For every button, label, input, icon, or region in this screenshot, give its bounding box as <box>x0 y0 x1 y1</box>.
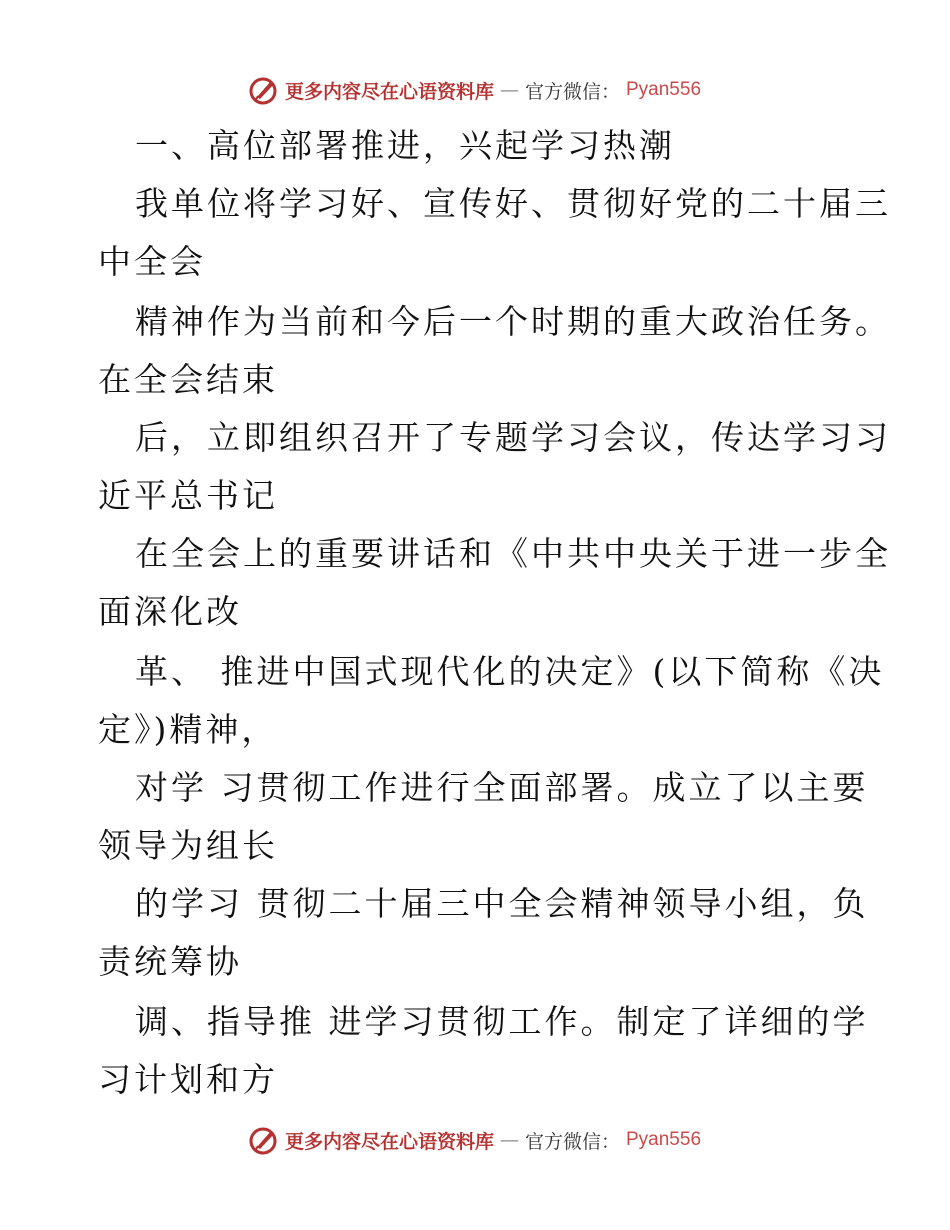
banner-separator: — <box>499 1129 519 1151</box>
footer-banner <box>0 1120 950 1160</box>
quill-logo-icon <box>249 75 279 105</box>
banner-wechat-id: Pyan556 <box>626 1129 702 1150</box>
header-banner <box>0 70 950 110</box>
banner-separator: — <box>499 79 519 101</box>
paragraph-line: 责统筹协 <box>98 942 242 981</box>
banner-contact-label: 官方微信： <box>524 80 620 103</box>
banner-brand-text: 更多内容尽在心语资料库 <box>284 80 494 103</box>
paragraph-line: 对学 习贯彻工作进行全面部署。成立了以主要 <box>135 768 869 807</box>
paragraph-line: 在全会结束 <box>98 360 278 399</box>
paragraph-line: 的学习 贯彻二十届三中全会精神领导小组，负 <box>135 884 869 923</box>
paragraph-line: 面深化改 <box>98 592 242 631</box>
paragraph-line: 习计划和方 <box>98 1060 278 1099</box>
paragraph-line: 后，立即组织召开了专题学习会议，传达学习习 <box>135 418 891 457</box>
paragraph-line: 革、 推进中国式现代化的决定》(以下简称《决 <box>135 652 885 691</box>
banner-brand-text: 更多内容尽在心语资料库 <box>284 1130 494 1153</box>
section-heading: 一、高位部署推进，兴起学习热潮 <box>135 126 675 165</box>
paragraph-line: 定》)精神， <box>98 710 278 749</box>
banner-wechat-id: Pyan556 <box>626 79 702 100</box>
paragraph-line: 中全会 <box>98 242 206 281</box>
paragraph-line: 近平总书记 <box>98 476 278 515</box>
paragraph-line: 调、指导推 进学习贯彻工作。制定了详细的学 <box>135 1002 869 1041</box>
paragraph-line: 在全会上的重要讲话和《中共中央关于进一步全 <box>135 534 891 573</box>
paragraph-line: 领导为组长 <box>98 826 278 865</box>
quill-logo-icon <box>249 1125 279 1155</box>
banner-contact-label: 官方微信： <box>524 1130 620 1153</box>
paragraph-line: 精神作为当前和今后一个时期的重大政治任务。 <box>135 302 891 341</box>
paragraph-line: 我单位将学习好、宣传好、贯彻好党的二十届三 <box>135 184 891 223</box>
